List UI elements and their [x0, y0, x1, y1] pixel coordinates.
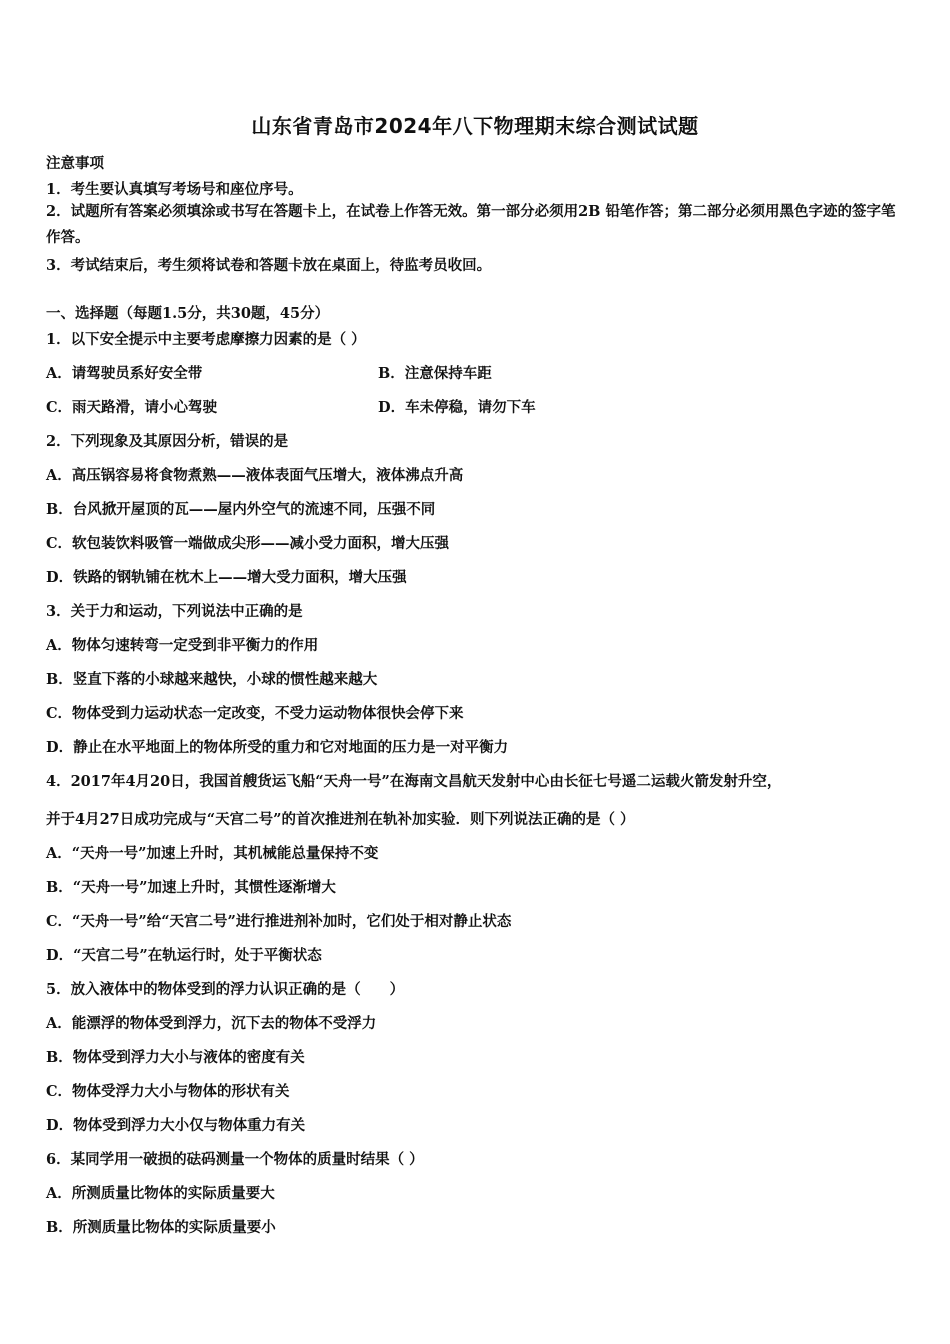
option-b[interactable]: B．物体受到浮力大小与液体的密度有关 — [46, 1049, 305, 1066]
question-stem: 5．放入液体中的物体受到的浮力认识正确的是（ ） — [46, 981, 405, 998]
question-stem: 1．以下安全提示中主要考虑摩擦力因素的是（ ） — [46, 331, 366, 348]
option-d[interactable]: D．车未停稳，请勿下车 — [378, 399, 536, 416]
notice-item: 2．试题所有答案必须填涂或书写在答题卡上，在试卷上作答无效。第一部分必须用2B 铅笔作答；第二部分必须用黑色字迹的签字笔作答。 — [46, 203, 896, 246]
option-d[interactable]: D．“天宫二号”在轨运行时，处于平衡状态 — [46, 947, 322, 964]
page-title: 山东省青岛市2024年八下物理期末综合测试试题 — [251, 114, 699, 138]
option-b[interactable]: B．竖直下落的小球越来越快，小球的惯性越来越大 — [46, 671, 378, 688]
question-stem: 4．2017年4月20日，我国首艘货运飞船“天舟一号”在海南文昌航天发射中心由长征七号遥二运载火箭发射升空， — [46, 773, 782, 790]
question-stem: 6．某同学用一破损的砝码测量一个物体的质量时结果（ ） — [46, 1151, 424, 1168]
option-a[interactable]: A．“天舟一号”加速上升时，其机械能总量保持不变 — [46, 845, 379, 862]
question-stem: 3．关于力和运动，下列说法中正确的是 — [46, 603, 303, 620]
option-b[interactable]: B．台风掀开屋顶的瓦——屋内外空气的流速不同，压强不同 — [46, 501, 436, 518]
option-c[interactable]: C．物体受浮力大小与物体的形状有关 — [46, 1083, 290, 1100]
notice-heading: 注意事项 — [46, 155, 104, 172]
option-c[interactable]: C．软包装饮料吸管一端做成尖形——减小受力面积，增大压强 — [46, 535, 450, 552]
option-b[interactable]: B．“天舟一号”加速上升时，其惯性逐渐增大 — [46, 879, 336, 896]
option-c[interactable]: C．“天舟一号”给“天宫二号”进行推进剂补加时，它们处于相对静止状态 — [46, 913, 512, 930]
option-d[interactable]: D．物体受到浮力大小仅与物体重力有关 — [46, 1117, 306, 1134]
option-b[interactable]: B．所测质量比物体的实际质量要小 — [46, 1219, 276, 1236]
option-a[interactable]: A．高压锅容易将食物煮熟——液体表面气压增大，液体沸点升高 — [46, 467, 464, 484]
question-stem-continued: 并于4月27日成功完成与“天宫二号”的首次推进剂在轨补加实验．则下列说法正确的是（ ） — [46, 811, 635, 828]
option-a[interactable]: A．能漂浮的物体受到浮力，沉下去的物体不受浮力 — [46, 1015, 377, 1032]
option-d[interactable]: D．静止在水平地面上的物体所受的重力和它对地面的压力是一对平衡力 — [46, 739, 509, 756]
option-a[interactable]: A．物体匀速转弯一定受到非平衡力的作用 — [46, 637, 319, 654]
option-d[interactable]: D．铁路的钢轨铺在枕木上——增大受力面积，增大压强 — [46, 569, 407, 586]
section-heading: 一、选择题（每题1.5分，共30题，45分） — [46, 305, 330, 322]
option-a[interactable]: A．请驾驶员系好安全带 — [46, 365, 203, 382]
question-stem: 2．下列现象及其原因分析，错误的是 — [46, 433, 289, 450]
notice-item: 1．考生要认真填写考场号和座位序号。 — [46, 181, 303, 198]
notice-item: 3．考试结束后，考生须将试卷和答题卡放在桌面上，待监考员收回。 — [46, 257, 492, 274]
option-c[interactable]: C．物体受到力运动状态一定改变，不受力运动物体很快会停下来 — [46, 705, 464, 722]
option-c[interactable]: C．雨天路滑，请小心驾驶 — [46, 399, 218, 416]
option-a[interactable]: A．所测质量比物体的实际质量要大 — [46, 1185, 275, 1202]
option-b[interactable]: B．注意保持车距 — [378, 365, 492, 382]
